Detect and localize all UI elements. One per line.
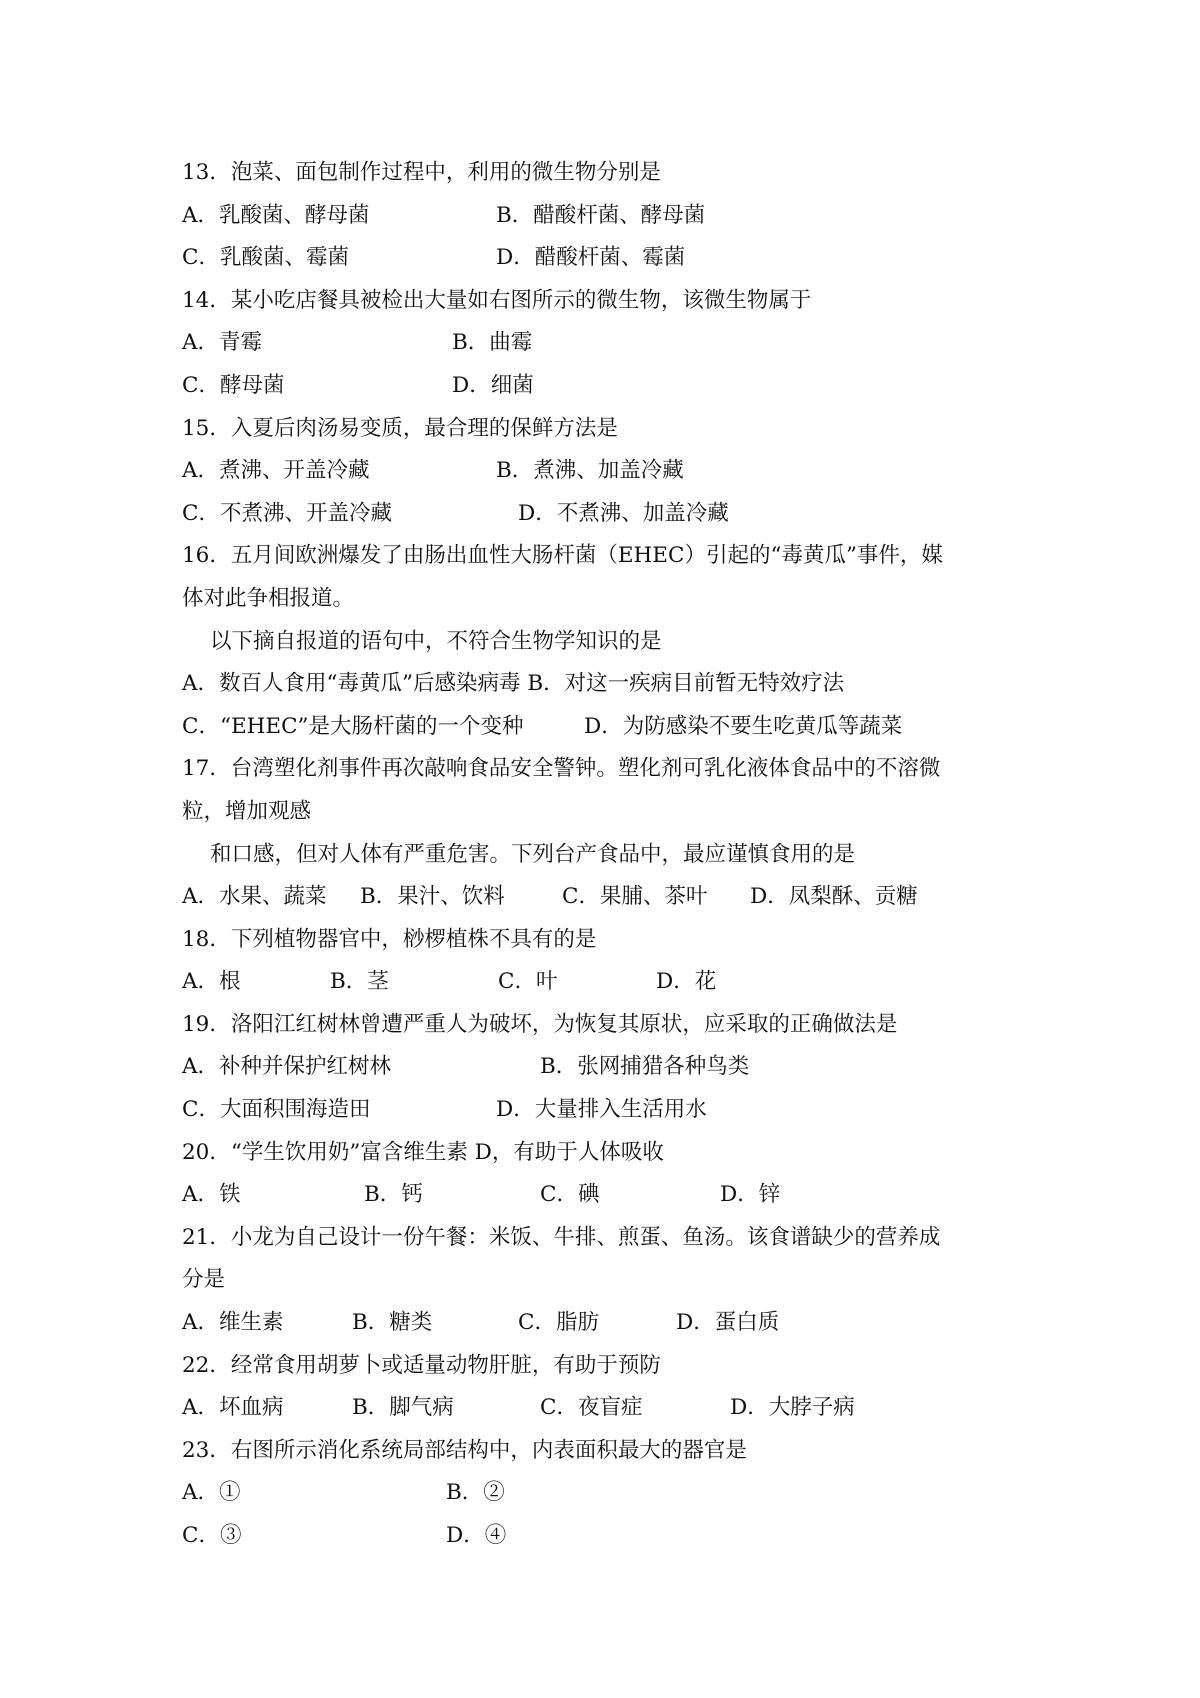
question-13-option-a: A．乳酸菌、酵母菌 [182, 202, 370, 228]
question-23-option-d: D．④ [446, 1523, 507, 1548]
question-14-option-a: A．青霉 [182, 330, 263, 356]
question-20-option-d: D．锌 [720, 1182, 781, 1208]
question-13-option-b: B．醋酸杆菌、酵母菌 [496, 202, 706, 228]
question-20-option-a: A．铁 [182, 1182, 241, 1208]
question-18-option-b: B．茎 [330, 969, 389, 995]
question-22-option-a: A．坏血病 [182, 1395, 284, 1421]
question-18-option-a: A．根 [182, 969, 241, 995]
question-17-stem-line-1: 17．台湾塑化剂事件再次敲响食品安全警钟。塑化剂可乳化液体食品中的不溶微 [182, 756, 941, 782]
question-16-options-ab: A．数百人食用“毒黄瓜”后感染病毒 B．对这一疾病目前暂无特效疗法 [182, 671, 845, 697]
question-20-stem: 20．“学生饮用奶”富含维生素 D，有助于人体吸收 [182, 1139, 664, 1165]
question-23-options-ab [182, 1472, 1062, 1515]
question-14-option-d: D．细菌 [452, 372, 534, 398]
question-17-stem-line-2: 粒，增加观感 [182, 798, 312, 824]
question-14-option-b: B．曲霉 [452, 330, 533, 356]
question-21-option-b: B．糖类 [352, 1310, 433, 1336]
question-23-option-b: B．② [446, 1480, 505, 1506]
exam-page [182, 152, 1062, 1558]
question-20-option-b: B．钙 [364, 1182, 423, 1208]
question-21-option-c: C．脂肪 [518, 1310, 599, 1336]
question-15-option-a: A．煮沸、开盖冷藏 [182, 458, 370, 484]
question-17-option-c: C．果脯、茶叶 [562, 884, 708, 910]
question-19-option-d: D．大量排入生活用水 [496, 1097, 707, 1123]
question-18-options [182, 961, 1062, 1004]
question-15-option-c: C．不煮沸、开盖冷藏 [182, 500, 392, 526]
question-13-options-ab [182, 195, 1062, 238]
question-19-option-a: A．补种并保护红树林 [182, 1054, 392, 1080]
question-13-stem: 13．泡菜、面包制作过程中，利用的微生物分别是 [182, 160, 661, 185]
question-17-option-a: A．水果、蔬菜 [182, 884, 327, 910]
question-15-options-ab [182, 450, 1062, 493]
question-19-stem: 19．洛阳江红树林曾遭严重人为破坏，为恢复其原状，应采取的正确做法是 [182, 1011, 898, 1037]
question-15-stem: 15．入夏后肉汤易变质，最合理的保鲜方法是 [182, 415, 618, 441]
question-16-option-c: C．“EHEC”是大肠杆菌的一个变种 [182, 713, 524, 739]
question-16-stem-line-3: 以下摘自报道的语句中，不符合生物学知识的是 [210, 628, 662, 654]
question-18-option-c: C．叶 [498, 969, 558, 995]
question-21-stem-line-2: 分是 [182, 1267, 226, 1293]
question-23-option-c: C．③ [182, 1523, 242, 1548]
question-23-option-a: A．① [182, 1480, 241, 1506]
question-19-option-b: B．张网捕猎各种鸟类 [540, 1054, 750, 1080]
question-16-stem-line-1: 16．五月间欧洲爆发了由肠出血性大肠杆菌（EHEC）引起的“毒黄瓜”事件，媒 [182, 543, 943, 569]
question-17-options [182, 876, 1062, 919]
question-18-option-d: D．花 [656, 969, 717, 995]
question-22-option-b: B．脚气病 [352, 1395, 454, 1421]
question-13-options-cd [182, 237, 1062, 280]
question-21-stem-line-1: 21．小龙为自己设计一份午餐：米饭、牛排、煎蛋、鱼汤。该食谱缺少的营养成 [182, 1224, 941, 1250]
question-19-options-cd [182, 1089, 1062, 1132]
question-23-stem: 23．右图所示消化系统局部结构中，内表面积最大的器官是 [182, 1437, 747, 1463]
question-16-stem-line-2: 体对此争相报道。 [182, 585, 355, 611]
question-21-option-d: D．蛋白质 [676, 1310, 780, 1336]
question-15-option-d: D．不煮沸、加盖冷藏 [518, 500, 729, 526]
question-17-option-d: D．凤梨酥、贡糖 [750, 884, 918, 910]
question-14-options-cd [182, 365, 1062, 408]
question-21-option-a: A．维生素 [182, 1310, 284, 1336]
question-20-option-c: C．碘 [540, 1182, 600, 1208]
question-14-option-c: C．酵母菌 [182, 372, 285, 398]
question-15-option-b: B．煮沸、加盖冷藏 [496, 458, 684, 484]
question-16-options-cd [182, 706, 1062, 749]
question-16-option-d: D．为防感染不要生吃黄瓜等蔬菜 [584, 713, 903, 739]
question-15-options-cd [182, 493, 1062, 536]
question-21-options [182, 1302, 1062, 1345]
question-22-option-c: C．夜盲症 [540, 1395, 643, 1421]
question-22-options [182, 1387, 1062, 1430]
question-19-options-ab [182, 1046, 1062, 1089]
question-23-options-cd [182, 1515, 1062, 1558]
question-20-options [182, 1174, 1062, 1217]
question-13-option-d: D．醋酸杆菌、霉菌 [496, 245, 686, 271]
question-17-stem-line-3: 和口感，但对人体有严重危害。下列台产食品中，最应谨慎食用的是 [210, 841, 856, 867]
question-19-option-c: C．大面积围海造田 [182, 1097, 371, 1123]
question-13-option-c: C．乳酸菌、霉菌 [182, 245, 349, 271]
question-17-option-b: B．果汁、饮料 [360, 884, 505, 910]
question-22-option-d: D．大脖子病 [730, 1395, 855, 1421]
question-14-options-ab [182, 322, 1062, 365]
question-18-stem: 18．下列植物器官中，桫椤植株不具有的是 [182, 926, 597, 952]
question-22-stem: 22．经常食用胡萝卜或适量动物肝脏，有助于预防 [182, 1352, 661, 1378]
question-14-stem: 14．某小吃店餐具被检出大量如右图所示的微生物，该微生物属于 [182, 287, 812, 313]
